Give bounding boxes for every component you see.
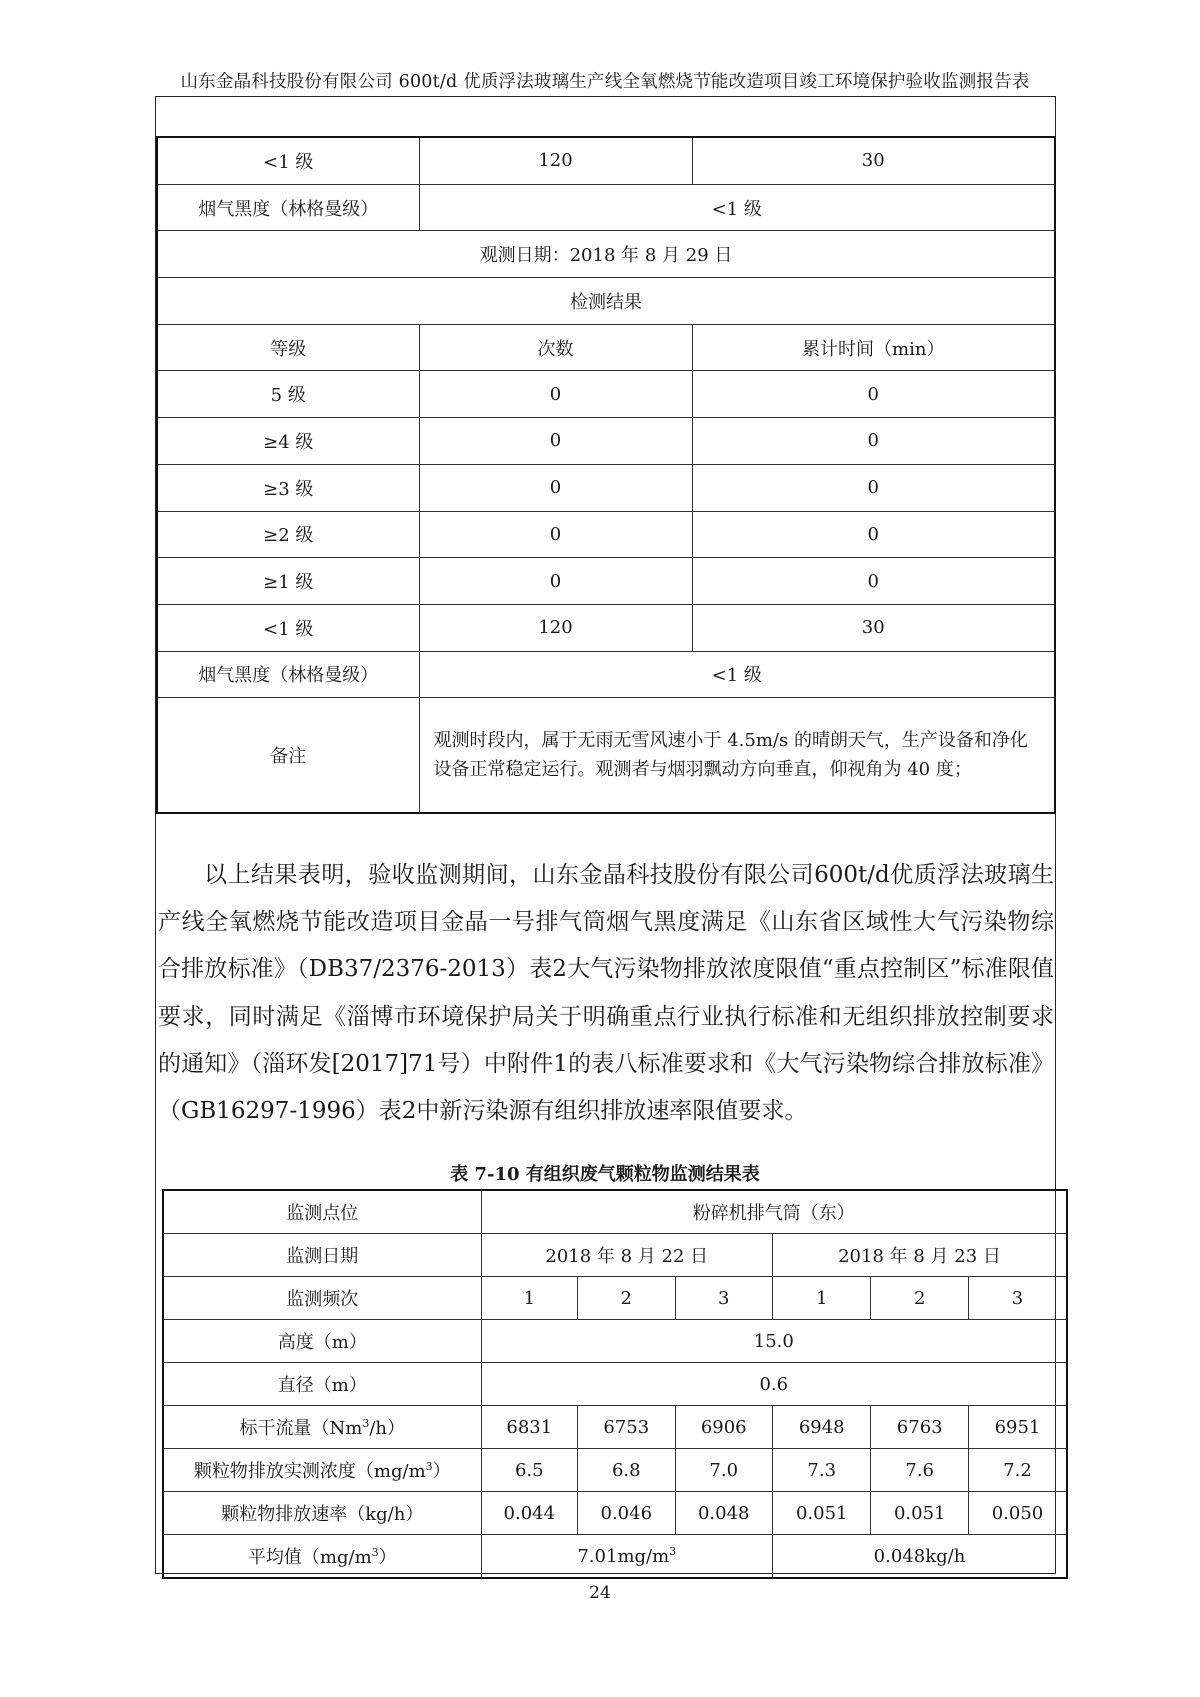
frequency-cell: 1 <box>772 1277 871 1320</box>
header-count: 次数 <box>419 324 692 371</box>
table-row <box>163 1492 1067 1535</box>
rate-cell: 0.044 <box>481 1492 577 1535</box>
height-label: 高度（m） <box>163 1320 481 1363</box>
table-row <box>163 1320 1067 1363</box>
table-row <box>163 1449 1067 1492</box>
table-row <box>163 1277 1067 1320</box>
table-row <box>157 184 1055 231</box>
rate-cell: 0.051 <box>772 1492 871 1535</box>
rate-cell: 0.050 <box>968 1492 1067 1535</box>
level-cell: ≥4 级 <box>157 418 419 465</box>
table-row <box>157 371 1055 418</box>
flow-cell: 6763 <box>871 1406 968 1449</box>
table-row <box>157 231 1055 278</box>
count-cell: 120 <box>419 137 692 184</box>
rate-label: 颗粒物排放速率（kg/h） <box>163 1492 481 1535</box>
rate-cell: 0.046 <box>578 1492 675 1535</box>
smoke-label: 烟气黑度（林格曼级） <box>157 651 419 698</box>
frequency-cell: 1 <box>481 1277 577 1320</box>
time-cell: 30 <box>692 604 1055 651</box>
table-row <box>157 418 1055 465</box>
date-2: 2018 年 8 月 23 日 <box>772 1234 1067 1277</box>
frequency-cell: 3 <box>968 1277 1067 1320</box>
smoke-value: <1 级 <box>419 184 1055 231</box>
smoke-value: <1 级 <box>419 651 1055 698</box>
table-row <box>157 604 1055 651</box>
level-cell: 5 级 <box>157 371 419 418</box>
count-cell: 120 <box>419 604 692 651</box>
level-cell: <1 级 <box>157 604 419 651</box>
time-cell: 0 <box>692 464 1055 511</box>
note-text: 观测时段内，属于无雨无雪风速小于 4.5m/s 的晴朗天气，生产设备和净化设备正常稳定运行。观测者与烟羽飘动方向垂直，仰视角为 40 度； <box>419 698 1055 814</box>
particulate-monitoring-table <box>162 1189 1068 1579</box>
flow-cell: 6948 <box>772 1406 871 1449</box>
point-label: 监测点位 <box>163 1190 481 1234</box>
concentration-cell: 6.5 <box>481 1449 577 1492</box>
smoke-observation-table <box>156 136 1056 814</box>
level-cell: ≥2 级 <box>157 511 419 558</box>
date-label: 监测日期 <box>163 1234 481 1277</box>
table-header-row <box>157 324 1055 371</box>
time-cell: 30 <box>692 137 1055 184</box>
page-number: 24 <box>589 1583 611 1603</box>
diameter-value: 0.6 <box>481 1363 1067 1406</box>
rate-cell: 0.051 <box>871 1492 968 1535</box>
concentration-cell: 7.2 <box>968 1449 1067 1492</box>
flow-label: 标干流量（Nm$^3$/h） <box>163 1406 481 1449</box>
time-cell: 0 <box>692 371 1055 418</box>
table-row <box>157 511 1055 558</box>
diameter-label: 直径（m） <box>163 1363 481 1406</box>
table-row <box>163 1535 1067 1579</box>
observation-date: 观测日期：2018 年 8 月 29 日 <box>157 231 1055 278</box>
table-row <box>163 1406 1067 1449</box>
smoke-label: 烟气黑度（林格曼级） <box>157 184 419 231</box>
average-label: 平均值$(mg/m^3)$ <box>163 1535 481 1579</box>
table-row <box>157 651 1055 698</box>
concentration-cell: 7.3 <box>772 1449 871 1492</box>
conclusion-paragraph: 以上结果表明，验收监测期间，山东金晶科技股份有限公司600t/d优质浮法玻璃生产线全氧燃烧节能改造项目金晶一号排气筒烟气黑度满足《山东省区域性大气污染物综合排放标准》（DB37/2376-2013）表2大气污染物排放浓度限值“重点控制区”标准限值要求，同时满足《淄博市环境保护局关于明确重点行业执行标准和无组织排放控制要求的通知》（淄环发[2017]71号）中附件1的表八标准要求和《大气污染物综合排放标准》（GB16297-1996）表2中新污染源有组织排放速率限值要求。 <box>158 862 1054 1125</box>
table-row <box>163 1363 1067 1406</box>
frequency-cell: 3 <box>675 1277 772 1320</box>
table-row <box>157 464 1055 511</box>
flow-cell: 6753 <box>578 1406 675 1449</box>
frequency-cell: 2 <box>578 1277 675 1320</box>
table-row <box>157 558 1055 605</box>
flow-cell: 6831 <box>481 1406 577 1449</box>
frequency-label: 监测频次 <box>163 1277 481 1320</box>
height-value: 15.0 <box>481 1320 1067 1363</box>
flow-cell: 6951 <box>968 1406 1067 1449</box>
table-row <box>163 1190 1067 1234</box>
concentration-cell: 7.0 <box>675 1449 772 1492</box>
note-label: 备注 <box>157 698 419 814</box>
header-rule <box>155 96 1055 97</box>
concentration-cell: 7.6 <box>871 1449 968 1492</box>
count-cell: 0 <box>419 371 692 418</box>
count-cell: 0 <box>419 464 692 511</box>
table-row <box>157 278 1055 325</box>
count-cell: 0 <box>419 511 692 558</box>
header-time: 累计时间（min） <box>692 324 1055 371</box>
average-rate: 0.048kg/h <box>772 1535 1067 1579</box>
table-row <box>157 698 1055 814</box>
table-row <box>163 1234 1067 1277</box>
point-value: 粉碎机排气筒（东） <box>481 1190 1067 1234</box>
frequency-cell: 2 <box>871 1277 968 1320</box>
header-level: 等级 <box>157 324 419 371</box>
table-caption: 表 7-10 有组织废气颗粒物监测结果表 <box>450 1164 760 1185</box>
time-cell: 0 <box>692 418 1055 465</box>
level-cell: <1 级 <box>157 137 419 184</box>
level-cell: ≥3 级 <box>157 464 419 511</box>
flow-cell: 6906 <box>675 1406 772 1449</box>
concentration-label: 颗粒物排放实测浓度$(mg/m^3)$ <box>163 1449 481 1492</box>
time-cell: 0 <box>692 558 1055 605</box>
time-cell: 0 <box>692 511 1055 558</box>
count-cell: 0 <box>419 418 692 465</box>
concentration-cell: 6.8 <box>578 1449 675 1492</box>
rate-cell: 0.048 <box>675 1492 772 1535</box>
level-cell: ≥1 级 <box>157 558 419 605</box>
date-1: 2018 年 8 月 22 日 <box>481 1234 772 1277</box>
count-cell: 0 <box>419 558 692 605</box>
average-concentration: $7.01mg/m^3$ <box>481 1535 772 1579</box>
result-heading: 检测结果 <box>157 278 1055 325</box>
table-row <box>157 137 1055 184</box>
page-header: 山东金晶科技股份有限公司 600t/d 优质浮法玻璃生产线全氧燃烧节能改造项目竣工环境保护验收监测报告表 <box>180 72 1030 92</box>
